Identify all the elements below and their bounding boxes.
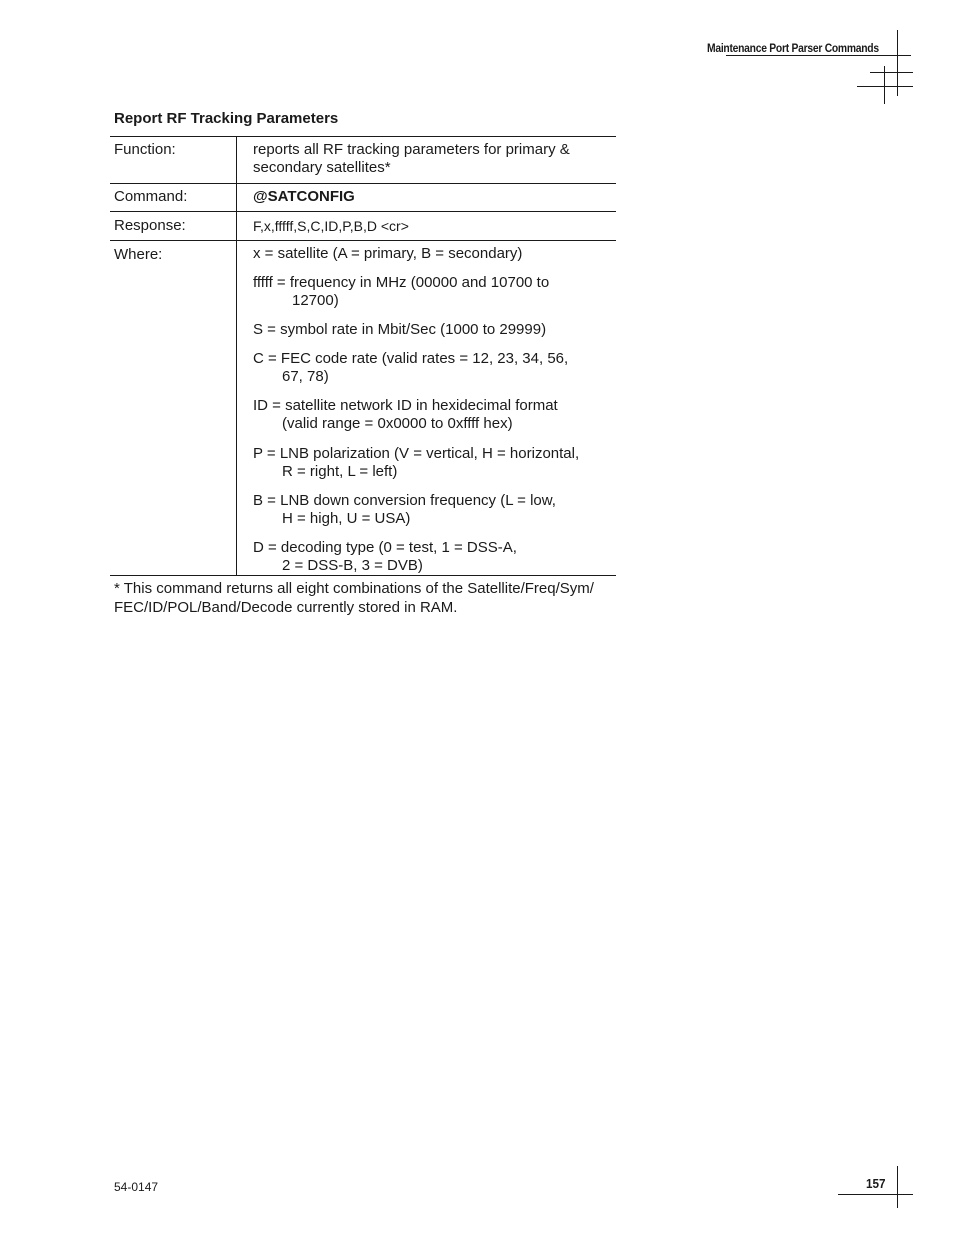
where-label: Where: <box>114 246 163 263</box>
where-item-line: B = LNB down conversion frequency (L = low, <box>253 492 556 509</box>
where-item-line: R = right, L = left) <box>282 463 398 480</box>
function-label: Function: <box>114 141 176 158</box>
where-item-fffff <box>253 274 613 310</box>
command-value: @SATCONFIG <box>253 188 355 205</box>
function-row <box>110 136 616 184</box>
header-rule <box>726 55 911 56</box>
where-item-line: fffff = frequency in MHz (00000 and 10700 to <box>253 274 550 291</box>
function-value-line: reports all RF tracking parameters for primary & <box>253 141 570 158</box>
where-item-line: ID = satellite network ID in hexidecimal format <box>253 397 558 414</box>
where-item-p <box>253 445 613 481</box>
command-label: Command: <box>114 188 188 205</box>
where-item-line: D = decoding type (0 = test, 1 = DSS-A, <box>253 539 517 556</box>
where-item-line: P = LNB polarization (V = vertical, H = horizontal, <box>253 445 580 462</box>
response-value: F,x,fffff,S,C,ID,P,B,D <cr> <box>253 218 409 234</box>
column-divider <box>236 136 237 575</box>
where-item-line: C = FEC code rate (valid rates = 12, 23, 34, 56, <box>253 350 569 367</box>
where-item-c <box>253 350 613 386</box>
where-item-line: 12700) <box>292 292 339 309</box>
crop-mark-horizontal-top <box>857 86 913 87</box>
response-row <box>110 211 616 241</box>
footnote-line: FEC/ID/POL/Band/Decode currently stored in RAM. <box>114 599 458 616</box>
function-value-line: secondary satellites* <box>253 159 391 176</box>
where-item-d <box>253 539 613 575</box>
crop-mark-vertical-bottom <box>897 1166 898 1208</box>
crop-mark-horizontal-top-2 <box>870 72 913 73</box>
where-item-id <box>253 397 613 433</box>
section-title: Report RF Tracking Parameters <box>114 110 339 127</box>
where-item-x <box>253 245 613 263</box>
running-header: Maintenance Port Parser Commands <box>707 41 879 55</box>
document-id: 54-0147 <box>114 1180 159 1194</box>
where-item-line: x = satellite (A = primary, B = secondary) <box>253 245 523 262</box>
function-value <box>253 141 613 177</box>
where-item-line: (valid range = 0x0000 to 0xffff hex) <box>282 415 513 432</box>
where-item-line: 2 = DSS-B, 3 = DVB) <box>282 557 423 574</box>
footnote-line: * This command returns all eight combinations of the Satellite/Freq/Sym/ <box>114 580 594 597</box>
page-number: 157 <box>866 1176 886 1191</box>
where-item-b <box>253 492 613 528</box>
where-item-line: 67, 78) <box>282 368 329 385</box>
command-row <box>110 183 616 212</box>
where-item-line: H = high, U = USA) <box>282 510 411 527</box>
footnote <box>114 579 620 617</box>
where-item-line: S = symbol rate in Mbit/Sec (1000 to 29999) <box>253 321 547 338</box>
footer-rule <box>838 1194 913 1195</box>
where-item-s <box>253 321 613 339</box>
table-bottom-rule <box>110 575 616 576</box>
response-label: Response: <box>114 217 186 234</box>
